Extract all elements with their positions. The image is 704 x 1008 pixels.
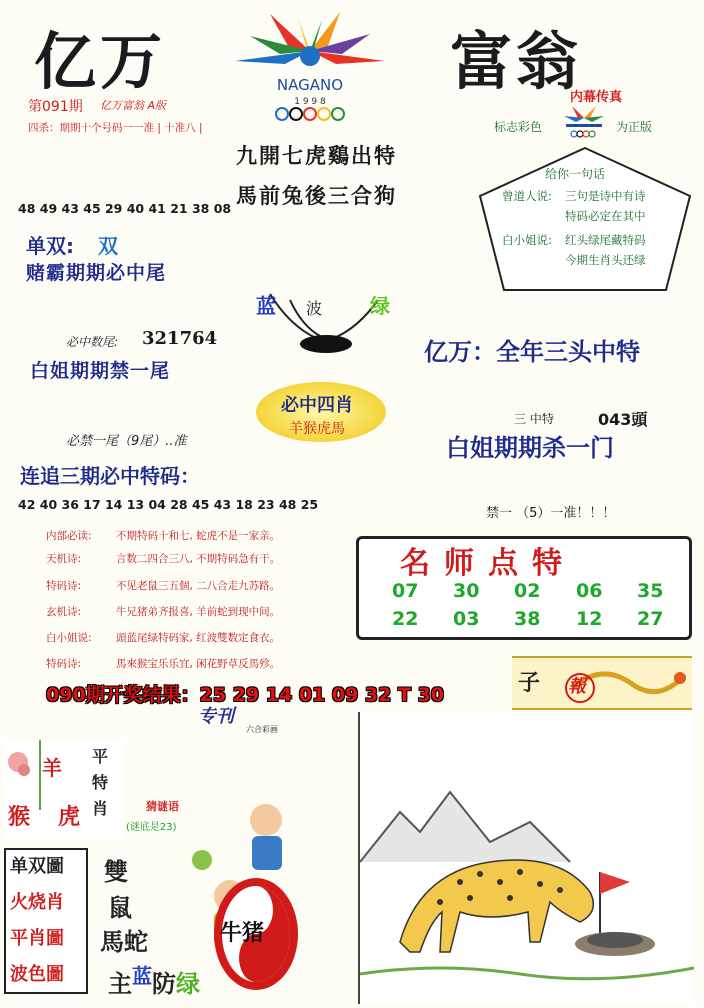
poem-row	[46, 528, 280, 543]
master-number: 22	[392, 608, 419, 630]
single-double-line: 赌霸期期必中尾	[26, 262, 167, 284]
draw-result: 090期开奖结果：25 29 14 01 09 32 T 30	[46, 684, 445, 706]
grid-item: 波色圖	[10, 964, 64, 985]
head-pick-label: 三 中特	[514, 412, 554, 426]
cheetah-illustration	[358, 712, 692, 1004]
badge-text: 牛猪	[220, 921, 265, 946]
poem-line-2: 馬前兔後三合狗	[236, 183, 397, 208]
master-number: 27	[637, 608, 664, 630]
poem-text: 不见老鼠三五個, 二八合走九苏路。	[116, 580, 281, 592]
head-pick-line: 白姐期期杀一门	[446, 434, 614, 462]
zodiac-3: 虎	[58, 805, 81, 830]
riddle-num: (谜底是23)	[126, 822, 177, 833]
poem-text: 不期特码十和七, 蛇虎不是一家亲。	[116, 530, 281, 542]
single-double-label: 单双:	[26, 234, 74, 258]
master-number: 30	[453, 580, 480, 602]
logo-text: NAGANO	[276, 76, 344, 94]
three-period: 连追三期必中特码：	[20, 464, 200, 488]
nagano-logo	[210, 6, 410, 126]
fax-row2-a: 红头绿尾藏特码	[565, 233, 646, 247]
poem-key: 特码诗:	[46, 580, 82, 592]
four-zodiac-title: 必中四肖	[281, 395, 353, 416]
poem-row	[46, 604, 280, 619]
wave-blue: 蓝	[256, 294, 276, 318]
poem-row	[46, 630, 280, 645]
fax-right: 为正版	[616, 120, 653, 134]
poem-text: 牛兄猪弟齐报喜, 羊前蛇到现中间。	[116, 606, 281, 618]
issue-number: 第091期	[28, 99, 83, 115]
poem-text: 言数二四合三八, 不期特码急有干。	[116, 553, 281, 565]
fax-row1-b: 特码必定在其中	[565, 209, 646, 223]
head-pick-value: 043頭	[598, 410, 648, 429]
single-double-value: 双	[98, 234, 118, 258]
special-sub: 六合彩画	[246, 725, 278, 734]
issue-subline: 四杀：期期十个号码一一准 | 十准八 |	[28, 122, 203, 134]
fax-row1-a: 三句是诗中有诗	[565, 189, 646, 203]
title-left: 亿万	[34, 25, 167, 98]
mid-1: 雙	[104, 858, 128, 886]
fax-row1-who: 曾道人说:	[502, 189, 552, 203]
main-green: 绿	[176, 970, 200, 998]
fax-row2-who: 白小姐说:	[502, 233, 552, 247]
grid-item: 单双圖	[10, 856, 64, 877]
master-number: 38	[514, 608, 541, 630]
master-number: 02	[514, 580, 541, 602]
tail-label: 必中数尾:	[66, 335, 119, 349]
special-title: 专刊	[198, 706, 234, 727]
main-fang: 防	[152, 970, 176, 998]
master-number: 06	[576, 580, 603, 602]
zodiac-1: 羊	[42, 756, 62, 780]
riddle-tag: 猜谜语	[146, 800, 179, 813]
wave-mid: 波	[306, 299, 323, 318]
master-title: 名师点特	[400, 546, 576, 581]
master-number: 35	[637, 580, 664, 602]
fax-mini-logo	[556, 104, 612, 140]
logo-year: 1 9 9 8	[294, 97, 326, 107]
wave-green: 绿	[370, 294, 390, 318]
poem-text: 頭蓝尾绿特码家, 红波雙数定食衣。	[116, 632, 281, 644]
mid-2: 鼠	[108, 894, 132, 922]
poem-row	[46, 578, 280, 593]
poem-key: 内部必读:	[46, 530, 92, 542]
zodiac-side: 平特肖	[92, 747, 109, 818]
poem-row	[46, 656, 280, 671]
mid-3: 馬蛇	[100, 928, 148, 956]
master-number: 07	[392, 580, 419, 602]
issue-tag: 亿万富翁 A版	[100, 99, 167, 112]
banner-bao: 報	[568, 676, 586, 697]
poem-key: 白小姐说:	[46, 632, 92, 644]
main-blue: 蓝	[132, 964, 152, 988]
poem-key: 玄机诗:	[46, 606, 82, 618]
tail-line: 白姐期期禁一尾	[30, 360, 171, 382]
fax-title: 内幕传真	[570, 90, 623, 105]
grid-item: 火烧肖	[10, 892, 64, 913]
poem-key: 特码诗:	[46, 658, 82, 670]
poem-row	[46, 551, 280, 566]
fax-row2-b: 今期生肖头还绿	[565, 253, 646, 267]
banner-zi: 子	[518, 670, 541, 696]
poem-line-1: 九開七虎鷄出特	[236, 143, 397, 168]
master-number: 12	[576, 608, 603, 630]
ban-tail: 必禁一尾（9尾）..准	[66, 434, 187, 449]
main-label: 主	[108, 970, 132, 998]
four-zodiac-value: 羊猴虎馬	[289, 421, 345, 437]
title-right: 富翁	[450, 25, 583, 98]
ban-one: 禁一 （5）一准！！！	[486, 506, 616, 521]
master-number: 03	[453, 608, 480, 630]
grid-item: 平肖圖	[10, 928, 64, 949]
slogan-right: 亿万：全年三头中特	[424, 338, 640, 366]
zodiac-2: 猴	[8, 805, 31, 830]
fax-heading: 给你一句话	[545, 167, 606, 181]
tail-value: 321764	[142, 328, 218, 349]
poem-key: 天机诗:	[46, 553, 82, 565]
fax-left: 标志彩色	[494, 120, 543, 134]
poem-text: 馬來猴宝乐乐宜, 闲花野草反馬殄。	[116, 658, 281, 670]
numbers-mid: 42 40 36 17 14 13 04 28 45 43 18 23 48 25	[18, 497, 319, 512]
numbers-top: 48 49 43 45 29 40 41 21 38 08	[18, 201, 232, 216]
